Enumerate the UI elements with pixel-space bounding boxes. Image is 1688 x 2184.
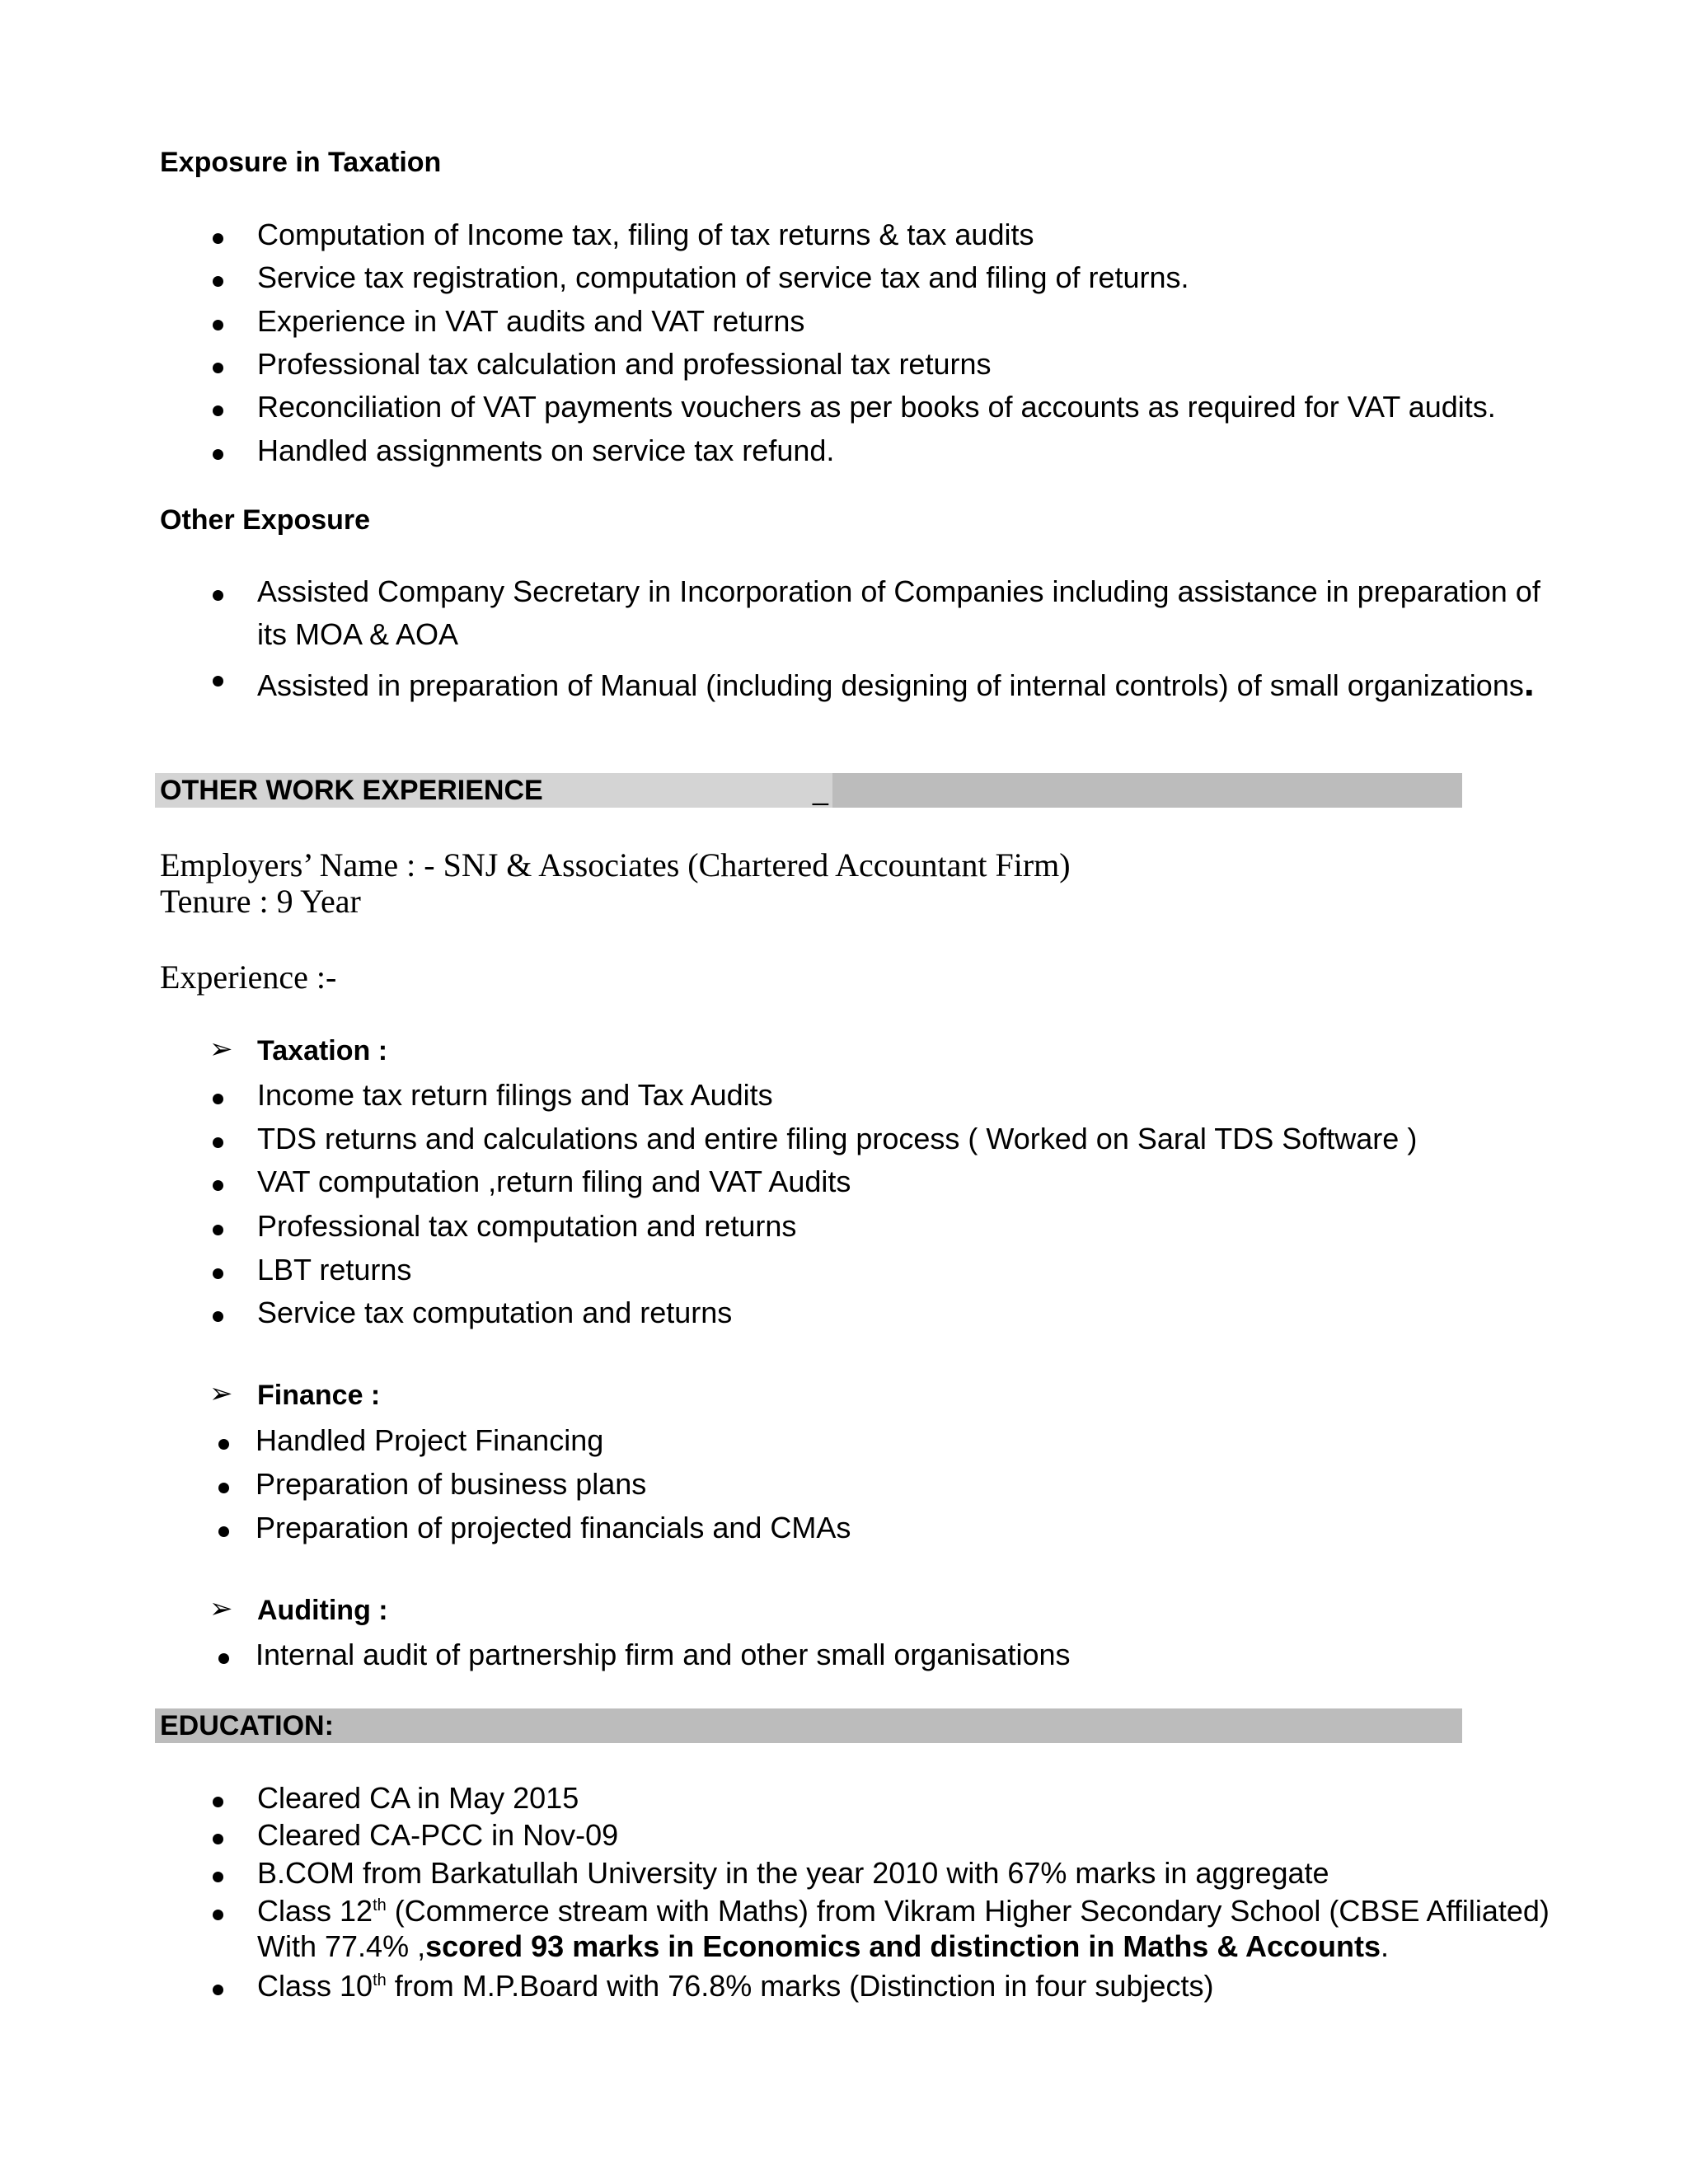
- bullet-icon: [213, 1094, 223, 1104]
- list-item: VAT computation ,return filing and VAT Audits: [257, 1165, 851, 1198]
- list-item: Assisted Company Secretary in Incorporation of Companies including assistance in preparation of: [257, 574, 1540, 608]
- list-item: Professional tax calculation and professional tax returns: [257, 347, 992, 381]
- list-item: Experience in VAT audits and VAT returns: [257, 304, 805, 338]
- list-item: Service tax registration, computation of service tax and filing of returns.: [257, 260, 1189, 294]
- list-item: Professional tax computation and returns: [257, 1209, 797, 1243]
- class12-detail: (Commerce stream with Maths) from Vikram Higher Secondary School (CBSE Affiliated): [386, 1894, 1550, 1928]
- tenure: Tenure : 9 Year: [160, 883, 361, 920]
- bullet-icon: [213, 233, 223, 244]
- list-item: Cleared CA in May 2015: [257, 1781, 579, 1815]
- superscript: th: [373, 1971, 387, 1990]
- section-bar: [155, 1708, 1462, 1743]
- arrow-bullet-icon: ➢: [209, 1592, 233, 1625]
- arrow-bullet-icon: ➢: [209, 1033, 233, 1066]
- bullet-icon: [213, 405, 223, 416]
- other-exposure-heading: Other Exposure: [160, 504, 371, 536]
- bullet-icon: [218, 1483, 229, 1493]
- bullet-icon: [218, 1439, 229, 1450]
- bullet-icon: [213, 363, 223, 373]
- list-item-continuation: its MOA & AOA: [257, 617, 459, 651]
- section-title-other-work: OTHER WORK EXPERIENCE: [160, 775, 543, 806]
- bullet-icon: [213, 1311, 223, 1322]
- superscript: th: [373, 1896, 387, 1915]
- bullet-icon: [213, 276, 223, 287]
- bullet-icon: [213, 590, 223, 601]
- bullet-icon: [213, 449, 223, 460]
- bullet-icon: [213, 1797, 223, 1807]
- bullet-icon: [213, 1180, 223, 1191]
- list-item: Computation of Income tax, filing of tax returns & tax audits: [257, 218, 1034, 251]
- list-item: B.COM from Barkatullah University in the year 2010 with 67% marks in aggregate: [257, 1856, 1329, 1890]
- subsection-taxation: Taxation :: [257, 1035, 388, 1066]
- bullet-icon: [213, 1225, 223, 1235]
- list-item: LBT returns: [257, 1253, 412, 1286]
- bullet-icon: [213, 1910, 223, 1920]
- list-item: [257, 1894, 1550, 1929]
- list-item-end: .: [1523, 661, 1535, 704]
- list-item-text: Assisted in preparation of Manual (including designing of internal controls) of small organizations: [257, 668, 1524, 702]
- bullet-icon: [213, 676, 223, 687]
- subsection-auditing: Auditing :: [257, 1595, 388, 1626]
- class12-score: With 77.4% ,: [257, 1929, 426, 1963]
- class10-detail: from M.P.Board with 76.8% marks (Distinction in four subjects): [386, 1969, 1214, 2003]
- section-bar-fill: [832, 773, 1462, 808]
- list-item: Service tax computation and returns: [257, 1296, 733, 1329]
- bullet-icon: [218, 1526, 229, 1537]
- bullet-icon: [213, 1834, 223, 1844]
- class12-end: .: [1381, 1929, 1390, 1963]
- section-bar-mark: _: [813, 775, 828, 806]
- list-item: Preparation of business plans: [256, 1467, 647, 1501]
- bullet-icon: [213, 1872, 223, 1882]
- list-item: [257, 660, 1535, 705]
- class12-label: Class 12: [257, 1894, 373, 1928]
- employer-name: Employers’ Name : - SNJ & Associates (Chartered Accountant Firm): [160, 846, 1071, 883]
- list-item: Internal audit of partnership firm and other small organisations: [256, 1638, 1071, 1671]
- list-item: Reconciliation of VAT payments vouchers as per books of accounts as required for VAT audits.: [257, 390, 1496, 424]
- bullet-icon: [213, 1137, 223, 1148]
- experience-label: Experience :-: [160, 958, 337, 996]
- list-item: TDS returns and calculations and entire filing process ( Worked on Saral TDS Software ): [257, 1122, 1418, 1155]
- class12-highlight: scored 93 marks in Economics and distinction in Maths & Accounts: [425, 1929, 1381, 1963]
- list-item: Handled assignments on service tax refund.: [257, 434, 835, 467]
- list-item-continuation: [257, 1929, 1389, 1964]
- list-item: [257, 1969, 1213, 2004]
- list-item: Handled Project Financing: [256, 1423, 604, 1457]
- bullet-icon: [213, 1268, 223, 1279]
- subsection-finance: Finance :: [257, 1380, 381, 1411]
- section-title-education: EDUCATION:: [160, 1710, 334, 1741]
- bullet-icon: [213, 320, 223, 330]
- list-item: Income tax return filings and Tax Audits: [257, 1078, 773, 1112]
- bullet-icon: [213, 1985, 223, 1995]
- arrow-bullet-icon: ➢: [209, 1377, 233, 1410]
- list-item: Cleared CA-PCC in Nov-09: [257, 1818, 619, 1852]
- class10-label: Class 10: [257, 1969, 373, 2003]
- bullet-icon: [218, 1653, 229, 1664]
- taxation-heading: Exposure in Taxation: [160, 147, 442, 178]
- list-item: Preparation of projected financials and CMAs: [256, 1511, 851, 1544]
